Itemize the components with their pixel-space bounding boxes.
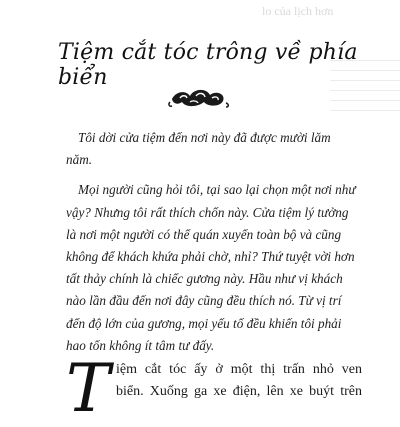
- intro-first-line: Tôi dời cửa tiệm đến nơi này đã được mười lăm năm.: [66, 130, 331, 168]
- chapter-title: Tiệm cắt tóc trông về phía biển: [58, 40, 358, 90]
- chapter-line-2: biển. Xuống ga xe điện, lên xe buýt trên: [116, 384, 362, 399]
- show-through-text: lo của lịch hơn: [262, 4, 334, 18]
- drop-cap: T: [66, 350, 111, 427]
- chapter-opening: [116, 359, 362, 403]
- chapter-line-1: iệm cắt tóc ấy ở một thị trấn nhỏ ven: [116, 362, 362, 377]
- cloud-swirl-ornament-icon: [168, 85, 230, 111]
- intro-text: [66, 127, 358, 357]
- intro-paragraph: Mọi người cũng hỏi tôi, tại sao lại chọn một nơi như vậy? Nhưng tôi rất thích chốn này. Cửa tiệm lý tưởng là nơi một người có thể quán xuyến toàn bộ và cũng không để khách khứa phải chờ, nhỉ? Thứ tuyệt vời hơn tất thảy chính là chiếc gương này. Hầu như vị khách nào lần đầu đến nơi đây cũng đều thích nó. Từ vị trí đến độ lớn của gương, mọi yếu tố đều khiến tôi phải hao tổn không ít tâm tư đấy.: [66, 182, 356, 353]
